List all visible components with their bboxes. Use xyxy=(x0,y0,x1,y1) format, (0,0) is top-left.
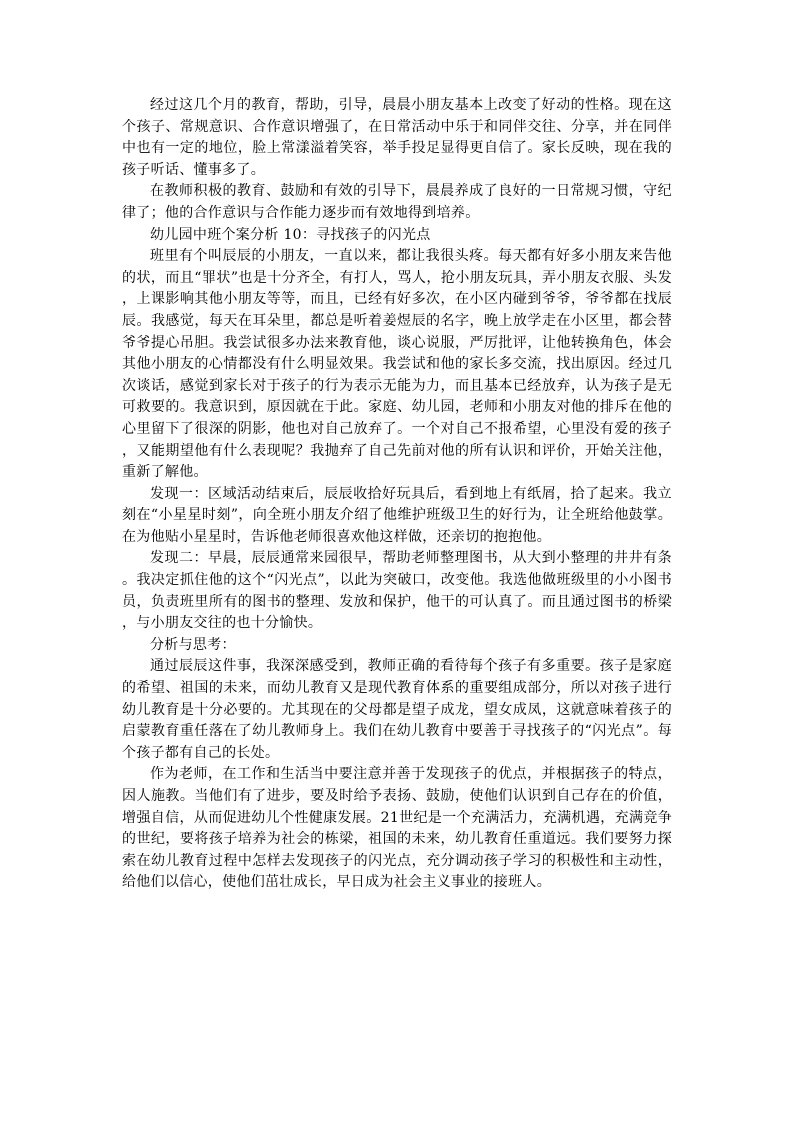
paragraph-discovery-two: 发现二：早晨，辰辰通常来园很早，帮助老师整理图书，从大到小整理的井井有条。我决定抓住他的这个“闪光点”，以此为突破口，改变他。我选他做班级里的小小图书员，负责班里所有的图书的整理、发放和保护，他干的可认真了。而且通过图书的桥梁，与小朋友交往的也十分愉快。 xyxy=(122,550,672,632)
paragraph-habits: 在教师积极的教育、鼓励和有效的引导下，晨晨养成了良好的一日常规习惯，守纪律了；他的合作意识与合作能力逐步而有效地得到培养。 xyxy=(122,183,672,221)
paragraph-case-background: 班里有个叫辰辰的小朋友，一直以来，都让我很头疼。每天都有好多小朋友来告他的状，而且“罪状”也是十分齐全，有打人，骂人，抢小朋友玩具，弄小朋友衣服、头发，上课影响其他小朋友等等，而且，已经有好多次，在小区内碰到爷爷，爷爷都在找辰辰。我感觉，每天在耳朵里，都总是听着姜煜辰的名字，晚上放学走在小区里，都会替爷爷提心吊胆。我尝试很多办法来教育他，谈心说服，严厉批评，让他转换角色，体会其他小朋友的心情都没有什么明显效果。我尝试和他的家长多交流，找出原因。经过几次谈话，感觉到家长对于孩子的行为表示无能为力，而且基本已经放弃，认为孩子是无可救要的。我意识到，原因就在于此。家庭、幼儿园，老师和小朋友对他的排斥在他的心里留下了很深的阴影，他也对自己放弃了。一个对自己不报希望，心里没有爱的孩子，又能期望他有什么表现呢？我抛弃了自己先前对他的所有认识和评价，开始关注他，重新了解他。 xyxy=(122,248,672,481)
document-body xyxy=(122,95,672,894)
analysis-heading: 分析与思考： xyxy=(150,636,236,653)
paragraph-analysis: 通过辰辰这件事，我深深感受到，教师正确的看待每个孩子有多重要。孩子是家庭的希望、祖国的未来，而幼儿教育又是现代教育体系的重要组成部分，所以对孩子进行幼儿教育是十分必要的。尤其现在的父母都是望子成龙，望女成凤，这就意味着孩子的启蒙教育重任落在了幼儿教师身上。我们在幼儿教育中要善于寻找孩子的“闪光点”。每个孩子都有自己的长处。 xyxy=(122,658,672,761)
paragraph-discovery-one: 发现一：区域活动结束后，辰辰收拾好玩具后，看到地上有纸屑，拾了起来。我立刻在“小星星时刻”，向全班小朋友介绍了他维护班级卫生的好行为，让全班给他鼓掌。在为他贴小星星时，告诉他老师很喜欢他这样做，还亲切的抱抱他。 xyxy=(122,485,672,545)
paragraph-progress-summary: 经过这几个月的教育，帮助，引导，晨晨小朋友基本上改变了好动的性格。现在这个孩子、常规意识、合作意识增强了，在日常活动中乐于和同伴交往、分享，并在同伴中也有一定的地位，脸上常漾溢着笑容，举手投足显得更自信了。家长反映，现在我的孩子听话、懂事多了。 xyxy=(122,97,672,178)
paragraph-conclusion: 作为老师，在工作和生活当中要注意并善于发现孩子的优点，并根据孩子的特点，因人施教。当他们有了进步，要及时给予表扬、鼓励，使他们认识到自己存在的价值，增强自信，从而促进幼儿个性健康发展。21世纪是一个充满活力，充满机遇，充满竞争的世纪，要将孩子培养为社会的栋梁，祖国的未来，幼儿教育任重道远。我们要努力探索在幼儿教育过程中怎样去发现孩子的闪光点，充分调动孩子学习的积极性和主动性，给他们以信心，使他们茁壮成长，早日成为社会主义事业的接班人。 xyxy=(122,766,672,891)
case-title: 幼儿园中班个案分析 10：寻找孩子的闪光点 xyxy=(150,226,431,243)
